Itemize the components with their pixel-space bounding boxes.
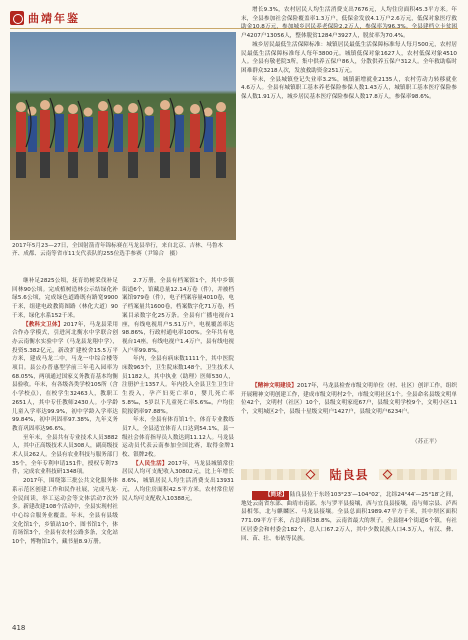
paragraph: 【简述】 陆良县位于东经103°23′—104°02′，北纬24°44′—25°18′之间，地处云南省东部、曲靖市南部。东与罗平县接壤，西与宜良县接壤，南与师宗县、泸西县相邻，北与麒麟区、马龙县接壤。全县总面积1989.47平方千米，其中坝区面积771.09平方千米，占总面积38.8%，云南省最大的坝子。全县辖4个街道6个镇，有社区居委会和村委会182个，总人口67.2万人，其中少数民族人口4.3万人，有汉、彝、回、苗、壮、布依等民族。 [241, 492, 457, 542]
paragraph: 至年末，全县共有专业技术人员3882人，其中正高级技术人员308人，副高级技术人员262人。全县有农业科技与服务部门35个，全年专利申请151件，授权专利73件，完成农业科技研1348项。 [12, 434, 118, 476]
left-text-column [12, 277, 118, 547]
paragraph: 继补足2825公顷，抚育幼树采伐补足回林90公顷。完成植树造林公示结绿化补绿5.6公顷，完成绿色道路既有路宽9900千米，组建电政教简图路（林化大道）90千米，绿化水系152千米。 [12, 278, 118, 319]
paragraph: 年末，全县城镇登记失业率3.2%，城镇新增就业2135人，农村劳动力转移就业4.6万人。全县有城镇职工基本养老保险参保人数1.43万人，城镇职工基本医疗保险参保人数1.91万人，城乡居民基本医疗保险参保人数17.8万人，参保率98.6%。 [241, 76, 457, 101]
county-section-banner [241, 462, 457, 488]
paragraph: 2.7万册，全县有档案馆1个，其中乡镇街道6个，馆藏总量12.14万卷（件），并被档案馆979卷（件），电子档案容量4010卷，电子档案量共1600卷，档案数字化71万卷，档案目录数字化25万条。全县有广播电视台1座，有线电视用户5.51万户，电视覆盖率达98.86%，行政村通电率100%。全年共有电视台14座，有线电视户1.4万户，县有线电视入户率99.8%。 [122, 278, 234, 354]
county-title: 陆良县 [319, 462, 379, 488]
page-number: 418 [12, 624, 26, 632]
paragraph: 【教科文卫体】2017年，马龙县采用合作办学模式，引进河北衡水中学联合创办云南衡水实验中学（马龙县龙翔中学），投资5.382亿元，新改扩建校舍15.5万平方米，建成马龙二中，马龙一中综合楼等项目。县公办普惠型学前三年毛入园率为68.05%，两项通过国家义务教育基本均衡县验收。年末，有各级各类学校105所（含小学校点），在校学生32463人，教职工2651人，其中专任教师2430人。小学龄儿童入学率达99.9%，初中学龄入学率达99.84%，初中巩固率97.38%，九年义务教育巩固率达96.6%。 [12, 321, 118, 432]
photo-caption: 2017年5月23—27日，全国射箭青年锦标赛在马龙县举行，来自北京、吉林、马鲁木齐、成都、云南等省市11支代表队的255位选手参赛（尹锦合 摄） [12, 243, 224, 258]
paragraph: 【人民生活】2017年，马龙县城镇常住居民人均可支配收入30802元，比上年增长8.6%，城镇居民人均生活消费支出13931元，人均住房面积42.5平方米。农村常住居民人均可支配收入10388元， [122, 460, 234, 502]
county-intro-column [241, 491, 457, 543]
right-text-column-bottom [241, 382, 457, 417]
paragraph: 年内，全县有病床数1111个，其中医院床数963个，卫生院床数148个，卫生技术人员1182人，其中执业（助理）医师530人，注册护士1357人。年内投入全县卫生卫生计生投入，孕产妇死亡率0，婴儿死亡率5.8‰，5岁以下儿童死亡率5.6‰，户均住院报销率97.88%。 [122, 356, 234, 415]
right-text-column-top [241, 6, 457, 102]
archers-illustration [10, 92, 236, 182]
section-heading: 【精神文明建设】 [252, 383, 297, 389]
archery-photo [10, 32, 236, 240]
middle-text-column [122, 277, 234, 503]
intro-tag: 【简述】 [252, 491, 289, 500]
section-heading: 【人民生活】 [133, 460, 168, 467]
paragraph: 增长9.3%，农村居民人均生活消费支出7676元，人均住房面积45.3平方米。年末，全县参加社会保险覆盖率1.3万户，低保金发放4.1万户2.6万元，低保对象医疗救助金10.8万元，参加城乡居民养老保险2.2万人，参保率为96.3%。全县建档立卡贫困户4207户13056人，整体脱贫1284户3927人，脱贫率为70.4%。 [241, 7, 457, 40]
paragraph: 年末，全县有体育馆1个，体育专业教练员7人，全县适宜体育人口达到54.1%，县一级社会体育指导员人数达到11.12人。马龙县运动员代表云南参加全国比赛，取得金牌1枚、银牌2枚。 [122, 417, 234, 459]
author-signature: （苏正平） [412, 439, 440, 445]
paragraph: 【精神文明建设】2017年，马龙县检查市级文明单位（村、社区）创评工作，组织开展精神文明创建工作，建成市级文明村2个，市级文明社区1个。全县命名县级文明单位42个，文明村（社区）10个，县级文明家庭67户，县级文明学校9个，文明小区11个，文明城区2个，县级十星级文明户1427户，县级文明户6234户。 [241, 383, 457, 416]
page-header [10, 10, 80, 26]
yearbook-logo-icon [10, 11, 24, 25]
paragraph: 2017年，围绕第三批公共文化服务体系示范区创建工作和民作社展，完成马龙·全民间读，举工运动会等文体活动7次外多。新建改建108个活动中，全县实现村社中心综合服务业覆盖。年末，全县有县级文化馆1个，乡镇站10个、图书馆1个，体育场馆3个，全县有农村公路多条，文化站10个，博物馆1个，藏书量8.9万册。 [12, 478, 118, 546]
section-heading: 【教科文卫体】 [23, 321, 64, 328]
yearbook-title: 曲靖年鉴 [28, 12, 80, 25]
paragraph: 城乡居民最低生活保障标准：城镇居民最低生活保障标准每人每月500元，农村居民最低生活保障标准每人每年3800元。城镇低保对象1627人，农村低保对象4510人。全县有敬老院3所，集中供养五保户86人，分散供养五保户312人。全年救助临时困难群众3218人次，发放救助资金251万元。 [241, 41, 457, 74]
